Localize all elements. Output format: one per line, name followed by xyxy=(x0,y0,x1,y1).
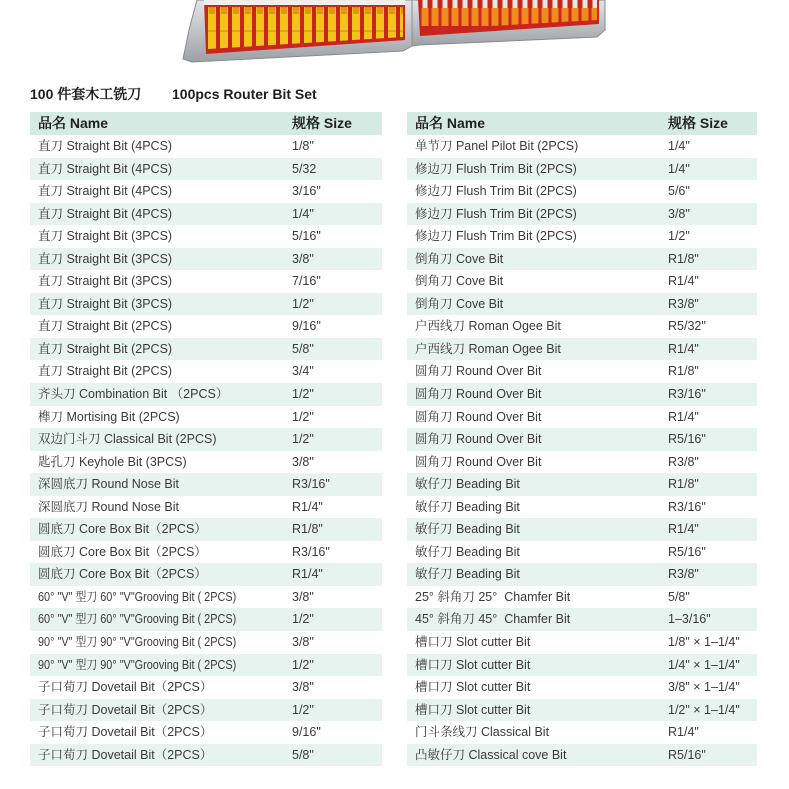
table-row xyxy=(407,744,757,767)
bit-name-text: 凸敏仔刀 Classical cove Bit xyxy=(415,747,567,762)
bit-name-text: 直刀 Straight Bit (2PCS) xyxy=(38,319,173,334)
bit-name-text: 子口荀刀 Dovetail Bit（2PCS） xyxy=(38,747,213,762)
table-row xyxy=(30,473,382,496)
bit-name-cell xyxy=(38,699,212,722)
table-row xyxy=(407,428,757,451)
bit-name-cell xyxy=(415,315,561,338)
table-row xyxy=(30,203,382,226)
spec-table-left xyxy=(30,112,382,766)
bit-name-cell xyxy=(415,428,541,451)
table-row xyxy=(30,721,382,744)
table-row xyxy=(30,586,382,609)
router-bit-set-photo xyxy=(0,0,789,66)
bit-name-cell xyxy=(38,360,172,383)
bit-size-cell: 1/2" xyxy=(292,409,314,424)
bit-name-cell xyxy=(38,158,172,181)
bit-name-text: 槽口刀 Slot cutter Bit xyxy=(415,635,531,650)
table-row xyxy=(30,428,382,451)
bit-name-cell xyxy=(415,248,503,271)
bit-name-cell xyxy=(38,451,187,474)
bit-name-cell xyxy=(38,135,172,158)
bit-name-text: 修边刀 Flush Trim Bit (2PCS) xyxy=(415,229,577,244)
bit-name-cell xyxy=(38,496,179,519)
bit-name-cell xyxy=(38,406,180,429)
table-body xyxy=(407,135,757,766)
bit-name-cell xyxy=(38,293,172,316)
bit-name-cell xyxy=(38,428,217,451)
bit-name-cell xyxy=(415,203,577,226)
bit-name-text: 圆底刀 Core Box Bit（2PCS） xyxy=(38,544,207,559)
bit-name-cell xyxy=(38,383,228,406)
bit-name-text: 子口荀刀 Dovetail Bit（2PCS） xyxy=(38,702,213,717)
table-row xyxy=(407,135,757,158)
table-row xyxy=(30,541,382,564)
bit-size-cell: R1/4" xyxy=(292,567,323,582)
table-row xyxy=(407,676,757,699)
bit-size-cell: R5/16" xyxy=(668,747,706,762)
title-english: 100pcs Router Bit Set xyxy=(172,86,317,102)
bit-name-cell xyxy=(415,270,503,293)
bit-size-cell: 1/2" xyxy=(292,387,314,402)
page-title xyxy=(30,85,750,103)
case-left xyxy=(183,0,412,62)
bit-name-text: 槽口刀 Slot cutter Bit xyxy=(415,702,531,717)
bit-size-cell: 1/8" × 1–1/4" xyxy=(668,635,740,650)
bit-name-cell xyxy=(415,158,577,181)
bit-name-text: 门斗条线刀 Classical Bit xyxy=(415,725,550,740)
table-header-row xyxy=(407,112,757,135)
bit-name-text: 直刀 Straight Bit (4PCS) xyxy=(38,206,173,221)
bit-name-text: 槽口刀 Slot cutter Bit xyxy=(415,680,531,695)
bit-size-cell: 1/8" xyxy=(292,139,314,153)
bit-size-cell: 1–3/16" xyxy=(668,612,711,627)
spec-table-right xyxy=(407,112,757,766)
bit-size-cell: 1/4" xyxy=(668,161,690,176)
table-row xyxy=(407,586,757,609)
bit-name-text: 倒角刀 Cove Bit xyxy=(415,274,504,289)
table-row xyxy=(407,158,757,181)
bit-name-text: 90° "V" 型刀 90° "V"Grooving Bit ( 2PCS) xyxy=(38,657,237,672)
bit-name-text: 直刀 Straight Bit (3PCS) xyxy=(38,296,173,311)
table-row xyxy=(407,225,757,248)
bit-name-text: 直刀 Straight Bit (2PCS) xyxy=(38,364,173,379)
bit-name-text: 修边刀 Flush Trim Bit (2PCS) xyxy=(415,184,577,199)
table-row xyxy=(30,158,382,181)
table-row xyxy=(407,451,757,474)
table-row xyxy=(30,315,382,338)
bit-size-cell: R3/16" xyxy=(668,387,706,402)
table-row xyxy=(30,270,382,293)
bit-size-cell: R1/8" xyxy=(668,364,699,379)
bit-size-cell: R1/8" xyxy=(668,251,699,266)
bit-name-cell xyxy=(38,180,172,203)
bit-name-text: 直刀 Straight Bit (4PCS) xyxy=(38,161,173,176)
bit-size-cell: 5/32 xyxy=(292,161,317,176)
table-row xyxy=(30,563,382,586)
table-row xyxy=(407,721,757,744)
bit-name-cell xyxy=(415,744,566,767)
bit-name-cell xyxy=(415,180,577,203)
table-row xyxy=(407,563,757,586)
bit-name-text: 直刀 Straight Bit (4PCS) xyxy=(38,139,173,153)
bit-name-text: 直刀 Straight Bit (4PCS) xyxy=(38,184,173,199)
bit-name-text: 倒角刀 Cove Bit xyxy=(415,251,504,266)
bit-size-cell: 3/4" xyxy=(292,364,314,379)
bit-name-cell xyxy=(415,225,577,248)
bit-name-cell xyxy=(415,721,549,744)
table-row xyxy=(30,451,382,474)
table-row xyxy=(30,406,382,429)
table-row xyxy=(30,383,382,406)
bit-size-cell: 9/16" xyxy=(292,319,321,334)
table-row xyxy=(407,631,757,654)
table-row xyxy=(407,496,757,519)
bit-name-text: 齐头刀 Combination Bit （2PCS） xyxy=(38,387,229,402)
bit-size-cell: 1/2" xyxy=(292,432,314,447)
bit-name-cell xyxy=(415,699,530,722)
bit-size-cell: R5/16" xyxy=(668,432,706,447)
bit-name-cell xyxy=(415,541,520,564)
table-row xyxy=(407,699,757,722)
bit-size-cell: R1/4" xyxy=(668,274,699,289)
bit-name-text: 深圆底刀 Round Nose Bit xyxy=(38,477,180,492)
bit-size-cell: R3/16" xyxy=(292,477,330,492)
bit-name-text: 直刀 Straight Bit (3PCS) xyxy=(38,251,173,266)
bit-name-cell xyxy=(415,608,570,631)
size-column-header: 规格 Size xyxy=(668,115,728,131)
bit-size-cell: 1/4" xyxy=(668,139,690,153)
table-row xyxy=(407,360,757,383)
table-row xyxy=(30,608,382,631)
bit-name-cell xyxy=(38,203,172,226)
bit-size-cell: 3/8" xyxy=(668,206,690,221)
case-right xyxy=(412,0,605,46)
bit-size-cell: 3/16" xyxy=(292,184,321,199)
bit-name-text: 直刀 Straight Bit (2PCS) xyxy=(38,341,173,356)
table-row xyxy=(407,338,757,361)
bit-size-cell: R3/16" xyxy=(668,499,706,514)
bit-name-text: 敏仔刀 Beading Bit xyxy=(415,499,520,514)
bit-name-text: 敏仔刀 Beading Bit xyxy=(415,477,520,492)
table-row xyxy=(407,270,757,293)
bit-size-cell: 1/2" × 1–1/4" xyxy=(668,702,740,717)
bit-size-cell: 5/16" xyxy=(292,229,321,244)
bit-size-cell: R3/16" xyxy=(292,544,330,559)
bit-size-cell: 3/8" xyxy=(292,589,314,604)
bit-name-text: 90° "V" 型刀 90° "V"Grooving Bit ( 2PCS) xyxy=(38,635,237,650)
bit-size-cell: R1/4" xyxy=(668,522,699,537)
bit-size-cell: 5/8" xyxy=(292,747,314,762)
table-header-row xyxy=(30,112,382,135)
bit-name-text: 单节刀 Panel Pilot Bit (2PCS) xyxy=(415,139,579,153)
bit-name-text: 圆角刀 Round Over Bit xyxy=(415,454,542,469)
bit-name-text: 敏仔刀 Beading Bit xyxy=(415,544,520,559)
bit-name-text: 25° 斜角刀 25° Chamfer Bit xyxy=(415,589,571,604)
table-row xyxy=(30,699,382,722)
bit-size-cell: R1/8" xyxy=(668,477,699,492)
bit-name-text: 槽口刀 Slot cutter Bit xyxy=(415,657,531,672)
table-row xyxy=(30,744,382,767)
name-column-header: 品名 Name xyxy=(415,115,486,131)
bit-size-cell: 3/8" xyxy=(292,251,314,266)
bit-name-text: 圆角刀 Round Over Bit xyxy=(415,432,542,447)
table-row xyxy=(407,203,757,226)
bit-size-cell: R3/8" xyxy=(668,296,699,311)
table-row xyxy=(407,608,757,631)
bit-name-cell xyxy=(415,496,520,519)
bit-name-cell xyxy=(38,654,266,677)
bit-size-cell: 1/4" xyxy=(292,206,314,221)
bit-name-cell xyxy=(38,518,207,541)
table-row xyxy=(30,360,382,383)
bit-name-text: 直刀 Straight Bit (3PCS) xyxy=(38,229,173,244)
bit-name-text: 60° "V" 型刀 60° "V"Grooving Bit ( 2PCS) xyxy=(38,612,237,627)
table-row xyxy=(30,293,382,316)
table-row xyxy=(30,654,382,677)
bit-name-cell xyxy=(38,631,266,654)
table-row xyxy=(30,225,382,248)
bit-size-cell: 3/8" xyxy=(292,680,314,695)
table-row xyxy=(30,135,382,158)
bit-name-text: 圆角刀 Round Over Bit xyxy=(415,364,542,379)
bit-size-cell: 5/8" xyxy=(292,341,314,356)
table-row xyxy=(30,248,382,271)
bit-name-cell xyxy=(38,676,212,699)
bit-name-cell xyxy=(38,270,172,293)
bit-name-text: 匙孔刀 Keyhole Bit (3PCS) xyxy=(38,454,187,469)
bit-size-cell: R1/4" xyxy=(668,341,699,356)
bit-name-cell xyxy=(415,360,541,383)
bit-size-cell: 1/2" xyxy=(292,296,314,311)
table-row xyxy=(407,293,757,316)
bit-name-cell xyxy=(38,248,172,271)
bit-name-cell xyxy=(415,135,578,158)
bit-name-text: 倒角刀 Cove Bit xyxy=(415,296,504,311)
table-body xyxy=(30,135,382,766)
bit-name-cell xyxy=(415,586,570,609)
bit-name-cell xyxy=(38,473,179,496)
bit-size-cell: 3/8" × 1–1/4" xyxy=(668,680,740,695)
bit-name-text: 修边刀 Flush Trim Bit (2PCS) xyxy=(415,161,577,176)
bit-name-cell xyxy=(38,338,172,361)
bit-name-cell xyxy=(38,721,212,744)
bit-name-cell xyxy=(415,631,530,654)
bit-size-cell: R3/8" xyxy=(668,454,699,469)
table-row xyxy=(30,518,382,541)
bit-name-text: 双边门斗刀 Classical Bit (2PCS) xyxy=(38,432,217,447)
bit-name-cell xyxy=(415,654,530,677)
bit-name-cell xyxy=(38,225,172,248)
bit-size-cell: 1/2" xyxy=(668,229,690,244)
bit-size-cell: 5/8" xyxy=(668,589,690,604)
bit-name-cell xyxy=(415,473,520,496)
table-row xyxy=(407,473,757,496)
bit-name-cell xyxy=(38,315,172,338)
name-column-header: 品名 Name xyxy=(38,115,109,131)
bit-size-cell: 5/6" xyxy=(668,184,690,199)
bit-name-text: 修边刀 Flush Trim Bit (2PCS) xyxy=(415,206,577,221)
bit-name-cell xyxy=(415,293,503,316)
bit-name-text: 子口荀刀 Dovetail Bit（2PCS） xyxy=(38,680,213,695)
bit-name-text: 圆底刀 Core Box Bit（2PCS） xyxy=(38,567,207,582)
bit-name-text: 深圆底刀 Round Nose Bit xyxy=(38,499,180,514)
bit-name-text: 敏仔刀 Beading Bit xyxy=(415,567,520,582)
bit-name-cell xyxy=(38,586,266,609)
bit-name-text: 户西线刀 Roman Ogee Bit xyxy=(415,319,561,334)
table-row xyxy=(407,383,757,406)
bit-name-text: 户西线刀 Roman Ogee Bit xyxy=(415,341,561,356)
bit-size-cell: 1/2" xyxy=(292,702,314,717)
bit-size-cell: R3/8" xyxy=(668,567,699,582)
bit-name-cell xyxy=(415,383,541,406)
table-row xyxy=(30,180,382,203)
bit-size-cell: R1/8" xyxy=(292,522,323,537)
table-row xyxy=(407,654,757,677)
bit-name-text: 子口荀刀 Dovetail Bit（2PCS） xyxy=(38,725,213,740)
table-row xyxy=(30,496,382,519)
bit-name-cell xyxy=(415,406,541,429)
table-row xyxy=(30,338,382,361)
bit-size-cell: R5/32" xyxy=(668,319,706,334)
bit-name-cell xyxy=(415,518,520,541)
bit-name-text: 圆角刀 Round Over Bit xyxy=(415,409,542,424)
table-row xyxy=(407,406,757,429)
size-column-header: 规格 Size xyxy=(292,115,352,131)
table-row xyxy=(30,631,382,654)
bit-size-cell: R1/4" xyxy=(668,409,699,424)
bit-size-cell: 7/16" xyxy=(292,274,321,289)
title-chinese: 100 件套木工铣刀 xyxy=(30,86,142,102)
table-row xyxy=(407,518,757,541)
table-row xyxy=(407,315,757,338)
bit-size-cell: R1/4" xyxy=(668,725,699,740)
bit-name-text: 敏仔刀 Beading Bit xyxy=(415,522,520,537)
table-row xyxy=(407,180,757,203)
bit-size-cell: R5/16" xyxy=(668,544,706,559)
bit-size-cell: 3/8" xyxy=(292,635,314,650)
bit-size-cell: 1/2" xyxy=(292,657,314,672)
bit-name-cell xyxy=(38,744,212,767)
bit-size-cell: R1/4" xyxy=(292,499,323,514)
bit-name-text: 45° 斜角刀 45° Chamfer Bit xyxy=(415,612,571,627)
bit-name-cell xyxy=(415,451,541,474)
bit-size-cell: 9/16" xyxy=(292,725,321,740)
table-row xyxy=(30,676,382,699)
bit-name-cell xyxy=(38,608,266,631)
bit-name-cell xyxy=(38,563,207,586)
bit-size-cell: 1/4" × 1–1/4" xyxy=(668,657,740,672)
bit-name-cell xyxy=(415,563,520,586)
bit-name-text: 60° "V" 型刀 60° "V"Grooving Bit ( 2PCS) xyxy=(38,589,237,604)
table-row xyxy=(407,541,757,564)
table-row xyxy=(407,248,757,271)
bit-name-cell xyxy=(415,676,530,699)
bit-name-cell xyxy=(38,541,207,564)
bit-size-cell: 1/2" xyxy=(292,612,314,627)
bit-name-cell xyxy=(415,338,561,361)
bit-name-text: 圆底刀 Core Box Bit（2PCS） xyxy=(38,522,207,537)
bit-name-text: 榫刀 Mortising Bit (2PCS) xyxy=(38,409,180,424)
bit-name-text: 圆角刀 Round Over Bit xyxy=(415,387,542,402)
bit-size-cell: 3/8" xyxy=(292,454,314,469)
bit-name-text: 直刀 Straight Bit (3PCS) xyxy=(38,274,173,289)
